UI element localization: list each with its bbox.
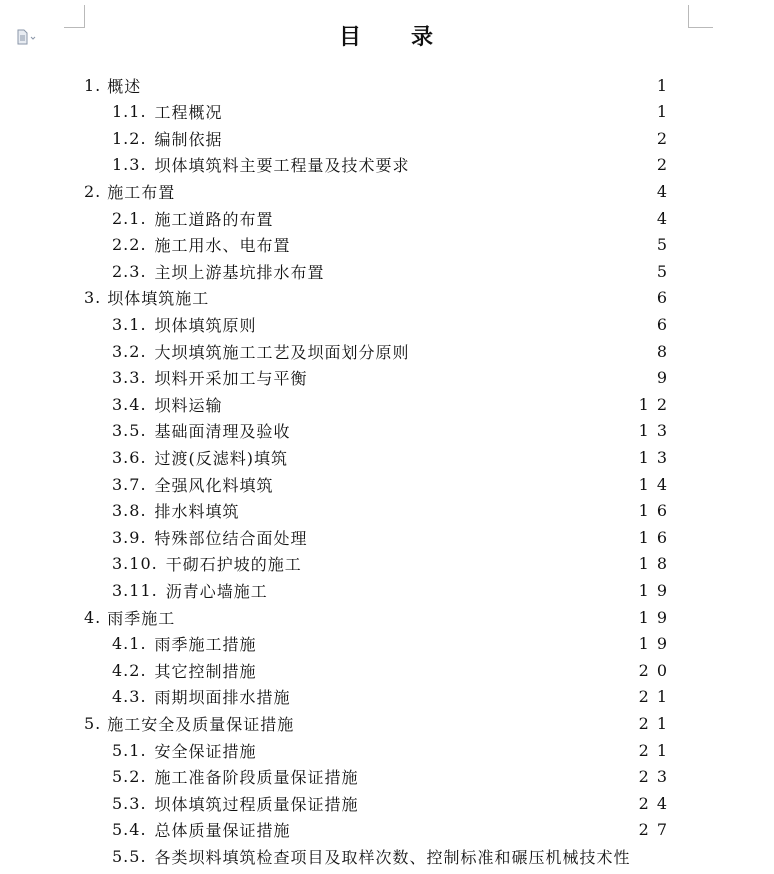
page-title [0,20,774,51]
toc-entry-page[interactable]: 16 [638,501,675,521]
toc-entry[interactable] [112,99,675,125]
toc-dot-leader [365,764,633,790]
toc-entry-page[interactable]: 8 [656,341,675,361]
toc-entry-label[interactable]: 坝体填筑原则 [154,315,257,335]
toc-entry-label[interactable]: 施工安全及质量保证措施 [107,714,295,734]
toc-entry-number: 3.1. [112,314,147,334]
toc-entry-label[interactable]: 坝体填筑施工 [107,289,210,309]
toc-dot-leader [297,232,651,258]
toc-entry-label[interactable]: 雨期坝面排水措施 [154,688,291,708]
toc-entry-number: 3.4. [112,394,147,414]
toc-entry-number: 2.1. [112,208,147,228]
toc-entry-page[interactable]: 4 [656,208,675,228]
toc-entry[interactable] [112,205,675,231]
toc-entry[interactable] [84,710,675,736]
toc-entry-page[interactable]: 1 [656,75,675,95]
toc-entry-number: 5.1. [112,740,147,760]
toc-dot-leader [297,817,633,843]
toc-entry-page[interactable]: 23 [638,767,675,787]
toc-entry-page[interactable]: 5 [656,235,675,255]
toc-entry-number: 5. [84,713,102,733]
toc-entry-number: 1.2. [112,128,147,148]
toc-entry-label[interactable]: 全强风化料填筑 [154,475,274,495]
toc-entry[interactable] [84,604,675,630]
toc-entry[interactable] [112,684,675,710]
toc-dot-leader [280,205,651,231]
toc-entry-page[interactable]: 24 [638,793,675,813]
toc-entry[interactable] [112,551,675,577]
toc-entry-label[interactable]: 雨季施工 [107,608,176,628]
toc-entry[interactable] [112,311,675,337]
toc-entry-page[interactable]: 20 [638,660,675,680]
toc-dot-leader [263,631,633,657]
toc-entry[interactable] [112,764,675,790]
toc-entry-label[interactable]: 其它控制措施 [154,661,257,681]
toc-entry-number: 4. [84,607,102,627]
toc-entry-label[interactable]: 坝料运输 [154,395,223,415]
toc-dot-leader [365,790,633,816]
toc-entry-page[interactable]: 21 [638,687,675,707]
toc-entry-page[interactable]: 21 [638,740,675,760]
toc-entry-number: 3.11. [112,580,158,600]
toc-entry-number: 3.9. [112,527,147,547]
toc-entry-label[interactable]: 坝体填筑料主要工程量及技术要求 [154,156,410,176]
toc-entry-label[interactable]: 主坝上游基坑排水布置 [154,262,325,282]
toc-dot-leader [263,737,633,763]
toc-entry-label[interactable]: 雨季施工措施 [154,635,257,655]
toc-entry[interactable] [112,365,675,391]
toc-entry[interactable] [112,657,675,683]
toc-entry[interactable] [112,843,667,869]
toc-entry-number: 2.3. [112,261,147,281]
toc-entry-page[interactable]: 27 [638,820,675,840]
toc-entry-label[interactable]: 安全保证措施 [154,741,257,761]
toc-dot-leader [215,285,651,311]
toc-entry-label[interactable]: 概述 [107,76,142,96]
toc-entry-page[interactable]: 6 [656,314,675,334]
toc-entry-number: 5.3. [112,793,147,813]
toc-entry-label[interactable]: 施工布置 [107,182,176,202]
toc-entry-number: 3.3. [112,368,147,388]
toc-entry-page[interactable]: 14 [638,474,675,494]
toc-entry-page[interactable]: 1 [656,102,675,122]
toc-entry[interactable] [84,285,675,311]
toc-entry-page[interactable]: 19 [638,607,675,627]
toc-entry-label[interactable]: 编制依据 [154,129,223,149]
toc-entry[interactable] [112,790,675,816]
toc-entry[interactable] [112,125,675,151]
toc-entry-page[interactable]: 2 [656,155,675,175]
toc-entry-label[interactable]: 坝料开采加工与平衡 [154,369,308,389]
toc-entry-number: 5.5. [112,846,147,866]
toc-entry[interactable] [112,418,675,444]
toc-dot-leader [147,72,651,98]
toc-entry-label[interactable]: 坝体填筑过程质量保证措施 [154,794,359,814]
toc-entry-number: 3.7. [112,474,147,494]
toc-dot-leader [297,418,633,444]
toc-entry-page[interactable]: 19 [638,634,675,654]
toc-entry-page[interactable]: 9 [656,368,675,388]
toc-dot-leader [274,577,633,603]
toc-entry-page[interactable]: 19 [638,580,675,600]
toc-entry-label[interactable]: 基础面清理及验收 [154,422,291,442]
toc-entry-label[interactable]: 工程概况 [154,103,223,123]
toc-dot-leader [229,391,633,417]
toc-entry-number: 4.3. [112,687,147,707]
toc-entry-page[interactable]: 2 [656,128,675,148]
toc-dot-leader [297,684,633,710]
toc-entry-page[interactable]: 6 [656,288,675,308]
toc-entry[interactable] [112,338,675,364]
toc-entry-number: 5.4. [112,820,147,840]
toc-dot-leader [308,551,633,577]
toc-entry-label[interactable]: 施工用水、电布置 [154,236,291,256]
toc-entry[interactable] [84,72,675,98]
toc-entry-number: 3.5. [112,421,147,441]
toc-entry-number: 5.2. [112,767,147,787]
toc-entry-page[interactable]: 18 [638,554,675,574]
toc-entry[interactable] [112,444,675,470]
toc-entry-number: 2. [84,181,102,201]
toc-entry-number: 3.10. [112,554,158,574]
toc-entry[interactable] [112,258,675,284]
toc-entry-page[interactable]: 12 [638,394,675,414]
toc-entry[interactable] [112,817,675,843]
toc-entry[interactable] [112,391,675,417]
toc-entry-number: 3.6. [112,447,147,467]
toc-dot-leader [416,338,651,364]
toc-entry-number: 3. [84,288,102,308]
toc-entry-number: 1.3. [112,155,147,175]
toc-entry-number: 3.2. [112,341,147,361]
toc-entry[interactable] [112,152,675,178]
toc-entry-label[interactable]: 施工准备阶段质量保证措施 [154,768,359,788]
toc-dot-leader [246,498,633,524]
toc-entry-number: 1.1. [112,102,147,122]
toc-entry-number: 2.2. [112,235,147,255]
toc-dot-leader [263,657,633,683]
toc-entry-label[interactable]: 过渡(反滤料)填筑 [154,448,289,468]
toc-entry[interactable] [112,524,675,550]
toc-entry-page[interactable]: 16 [638,527,675,547]
toc-entry-page[interactable]: 4 [656,181,675,201]
toc-dot-leader [314,524,633,550]
toc-entry[interactable] [112,737,675,763]
toc-entry-number: 4.2. [112,660,147,680]
toc-entry-page[interactable]: 21 [638,713,675,733]
toc-dot-leader [263,311,651,337]
toc-entry[interactable] [112,471,675,497]
toc-entry[interactable] [112,577,675,603]
toc-entry-label[interactable]: 特殊部位结合面处理 [154,528,308,548]
title-char-2: 录 [411,24,436,50]
toc-dot-leader [416,152,651,178]
toc-entry-number: 1. [84,75,102,95]
toc-entry-label[interactable]: 各类坝料填筑检查项目及取样次数、控制标准和碾压机械技术性 [154,847,631,867]
toc-dot-leader [181,178,651,204]
toc-entry[interactable] [84,178,675,204]
toc-dot-leader [331,258,651,284]
toc-entry[interactable] [112,631,675,657]
toc-entry-label[interactable]: 总体质量保证措施 [154,821,291,841]
toc-dot-leader [300,710,632,736]
toc-dot-leader [229,99,651,125]
toc-entry-label[interactable]: 施工道路的布置 [154,209,274,229]
toc-dot-leader [181,604,632,630]
toc-entry[interactable] [112,232,675,258]
toc-dot-leader [314,365,651,391]
toc-entry-label[interactable]: 干砌石护坡的施工 [165,555,302,575]
toc-entry-page[interactable]: 13 [638,421,675,441]
title-char-1: 目 [338,24,363,50]
toc-dot-leader [294,444,633,470]
toc-entry-number: 4.1. [112,634,147,654]
toc-entry-page[interactable]: 13 [638,447,675,467]
toc-entry-label[interactable]: 大坝填筑施工工艺及坝面划分原则 [154,342,410,362]
toc-entry[interactable] [112,498,675,524]
toc-entry-number: 3.8. [112,501,147,521]
toc-entry-label[interactable]: 沥青心墙施工 [165,581,268,601]
toc-entry-label[interactable]: 排水料填筑 [154,502,240,522]
toc-entry-page[interactable]: 5 [656,261,675,281]
toc-dot-leader [229,125,651,151]
toc-dot-leader [280,471,633,497]
